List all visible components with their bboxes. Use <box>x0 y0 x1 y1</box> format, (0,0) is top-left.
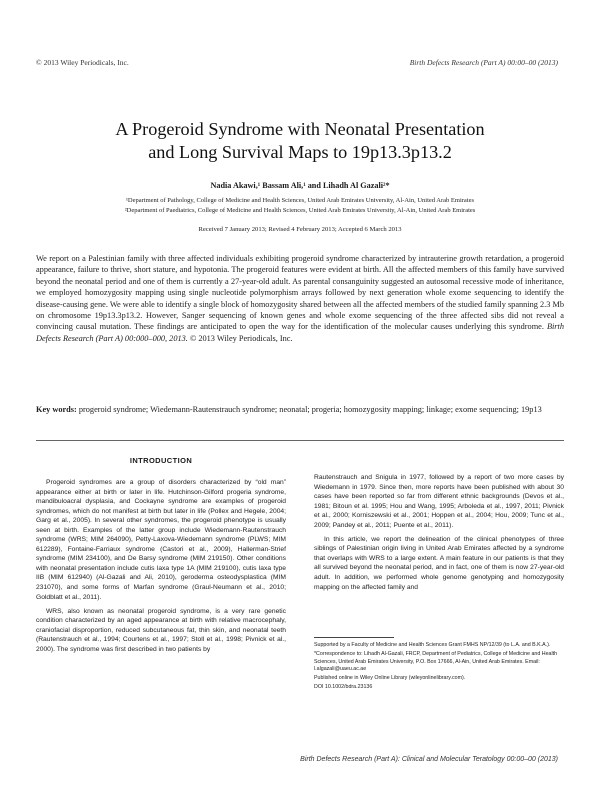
copyright-header: © 2013 Wiley Periodicals, Inc. <box>36 58 129 67</box>
affiliation-1: ¹Department of Pathology, College of Medicine and Health Sciences, United Arab Emirates University, Al-Ain, United Arab Emirates <box>125 197 475 204</box>
section-divider <box>36 440 564 441</box>
right-paragraph-1: Rautenstrauch and Snigula in 1977, followed by a report of two more cases by Wiedemann in 1979. Since then, more reports have been published with about 30 cases have been reported so far from different ethnic backgrounds (Devos et al., 1981; Bitoun et al. 1995; Hou and Wang, 1995; Arboleda et al., 1997, 2011; Pivnick et al., 2000; Korniszewski et al., 2001; Hoppen et al., 2004; Hou, 2009; Tunc et al., 2009; Pandey et al., 2011; Puente et al., 2011). <box>314 474 564 529</box>
right-paragraph-2: In this article, we report the delineation of the clinical phenotypes of three siblings of Palestinian origin living in United Arab Emirates affected by a syndrome that overlaps with WRS to a large extent. A main feature in our patients is that they all survived beyond the neonatal period, and in fact, one of them is now 27-year-old adult. In addition, we performed whole genome genotyping and homozygosity mapping on the affected family and <box>314 535 564 591</box>
footnote-grant: Supported by a Faculty of Medicine and Health Sciences Grant FMHS NP/12/39 (to L.A. and B.K.A.). <box>314 642 551 648</box>
abstract-copyright: © 2013 Wiley Periodicals, Inc. <box>189 333 293 343</box>
keywords-text: progeroid syndrome; Wiedemann-Rautenstrauch syndrome; neonatal; progeria; homozygosity mapping; linkage; exome sequencing; 19p13 <box>78 405 542 414</box>
affiliation-2: ²Department of Paediatrics, College of Medicine and Health Sciences, United Arab Emirates University, Al-Ain, United Arab Emirates <box>124 206 476 214</box>
left-paragraph-2: WRS, also known as neonatal progeroid syndrome, is a very rare genetic condition characterized by an aged appearance at birth with relative macrocephaly, craniofacial disproportion, reduced subcutaneous fat, thin skin, and neonatal teeth (Rautenstrauch et al., 1994; Courtens et al., 1997; Stoll et al., 1998; Pivnick et al., 2000). The syndrome was first described in two patients by <box>36 607 286 653</box>
footnote-doi: DOI 10.1002/bdra.23136 <box>314 684 373 691</box>
keywords-label: Key words: <box>36 405 77 414</box>
title-line-2: and Long Survival Maps to 19p13.3p13.2 <box>148 142 452 162</box>
journal-reference-header: Birth Defects Research (Part A) 00:00–00 (2013) <box>409 58 558 67</box>
page-footer: Birth Defects Research (Part A): Clinical and Molecular Teratology 00:00–00 (2013) <box>300 756 558 763</box>
title-line-1: A Progeroid Syndrome with Neonatal Presentation <box>115 119 485 139</box>
abstract-citation: Birth Defects Research (Part A) 00:000–000, 2013. <box>36 322 564 343</box>
introduction-heading: INTRODUCTION <box>129 456 193 465</box>
received-dates: Received 7 January 2013; Revised 4 February 2013; Accepted 6 March 2013 <box>198 226 402 233</box>
footnotes <box>314 642 564 694</box>
article-title <box>0 118 600 164</box>
footnote-correspondence: *Correspondence to: Lihadh Al-Gazali, FRCP, Department of Pediatrics, College of Medicine and Health Sciences, United Arab Emirates University, P.O. Box 17666, Al-Ain, United Arab Emirates. Email: l.algazali@uaeu.ac.ae <box>314 651 558 673</box>
footnote-divider <box>314 637 394 638</box>
left-paragraph-1: Progeroid syndromes are a group of disorders characterized by “old man” appearance either at birth or later in life. Hutchinson-Gilford progeria syndrome, mandibuloacral dysplasia, and Cockayne syndrome are examples of progeroid syndromes, which do not manifest at birth but later in life (Pollex and Hegele, 2004; Garg et al., 2005). In several other syndromes, the progeroid phenotype is usually seen at birth. Examples of the latter group include Wiedemann-Rautenstrauch syndrome (WRS; MIM 264090), Petty-Laxova-Wiedemann syndrome (PLWS; MIM 612289), Fontaine-Farriaux syndrome (Castori et al., 2009), Hallerman-Strief syndrome (MIM 234100), and De Barsy syndrome (MIM 219150). Other conditions with neonatal presentation include cutis laxa type 1A (MIM 219100), cutis laxa type IIB (MIM 612940) (Al-Gazali and Ali, 2010), geroderma osteodysplastica (MIM 231070), and some forms of Marfan syndrome (Graul-Neumann et al., 2010; Goldblatt et al., 2011). <box>36 479 286 601</box>
affiliations <box>0 196 600 215</box>
abstract <box>36 253 564 344</box>
keywords <box>36 404 564 416</box>
abstract-text: We report on a Palestinian family with three affected individuals exhibiting progeroid syndrome characterized by intrauterine growth retardation, a progeroid appearance, failure to thrive, short stature, and hypotonia. The progeroid features were evident at birth. All the affected members of this family have survived beyond the neonatal period and one of them is currently a 27-year-old adult. As parental consanguinity suggested an autosomal recessive mode of inheritance, we employed homozygosity mapping using single nucleotide polymorphism arrays followed by next generation whole exome sequencing to identify the disease-causing gene. We were able to identify a single block of homozygosity shared between all the affected members of the studied family spanning 2.3 Mb on chromosome 19p13.3p13.2. However, Sanger sequencing of known genes and whole exome sequencing of the three affected sibs did not reveal a convincing causal mutation. These findings are anticipated to open the way for the identification of the molecular causes underlying this syndrome. <box>36 254 564 332</box>
footnote-published: Published online in Wiley Online Library (wileyonlinelibrary.com). <box>314 675 466 682</box>
left-column <box>36 478 286 659</box>
right-column <box>314 473 564 597</box>
author-list: Nadia Akawi,¹ Bassam Ali,¹ and Lihadh Al Gazali²* <box>210 181 390 190</box>
